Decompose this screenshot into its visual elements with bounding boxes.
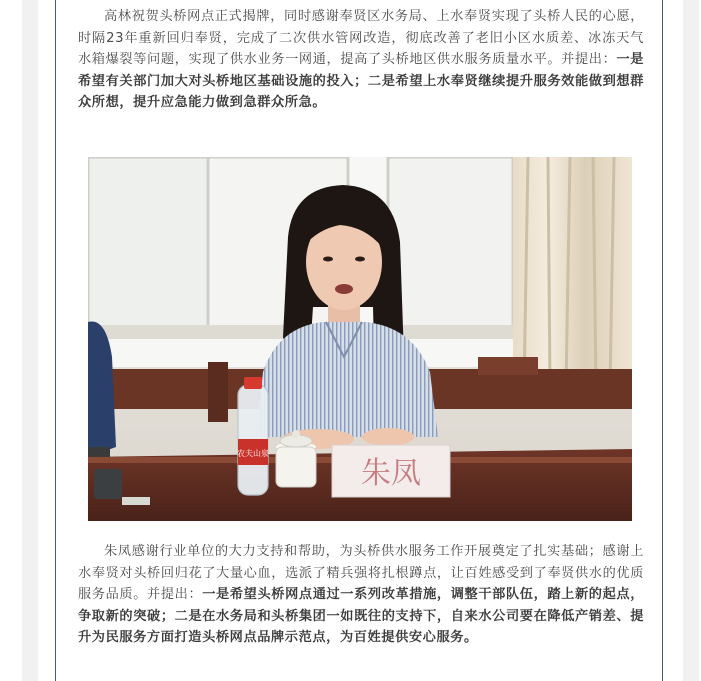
- paragraph-2: [78, 541, 644, 649]
- nameplate-text: 朱凤: [361, 456, 421, 491]
- paragraph-1-text: 高林祝贺头桥网点正式揭牌，同时感谢奉贤区水务局、上水奉贤实现了头桥人民的心愿，时隔23年重新回归奉贤，完成了二次供水管网改造，彻底改善了老旧小区水质差、冰冻天气水箱爆裂等问题，实现了供水业务一网通，提高了头桥地区供水服务质量水平。并提出：: [78, 9, 644, 68]
- meeting-photo-illustration: [88, 157, 632, 521]
- paragraph-2-text: 朱凤感谢行业单位的大力支持和帮助，为头桥供水服务工作开展奠定了扎实基础；感谢上水奉贤对头桥回归花了大量心血，选派了精兵强将扎根蹲点，让百姓感受到了奉贤供水的优质服务品质。并提出：: [78, 544, 644, 603]
- right-side-band: [683, 0, 699, 681]
- paragraph-2-bold: 一是希望头桥网点通过一系列改革措施，调整干部队伍，踏上新的起点，争取新的突破；二是在水务局和头桥集团一如既往的支持下，自来水公司要在降低产销差、提升为民服务方面打造头桥网点品牌示范点，为百姓提供安心服务。: [78, 587, 644, 646]
- left-side-band: [22, 0, 38, 681]
- paragraph-1-bold: 一是希望有关部门加大对头桥地区基础设施的投入；二是希望上水奉贤继续提升服务效能做到想群众所想，提升应急能力做到急群众所急。: [78, 52, 644, 111]
- paragraph-1: [78, 6, 644, 114]
- bottle-label: 农夫山泉: [237, 449, 269, 458]
- meeting-photo: [88, 157, 632, 521]
